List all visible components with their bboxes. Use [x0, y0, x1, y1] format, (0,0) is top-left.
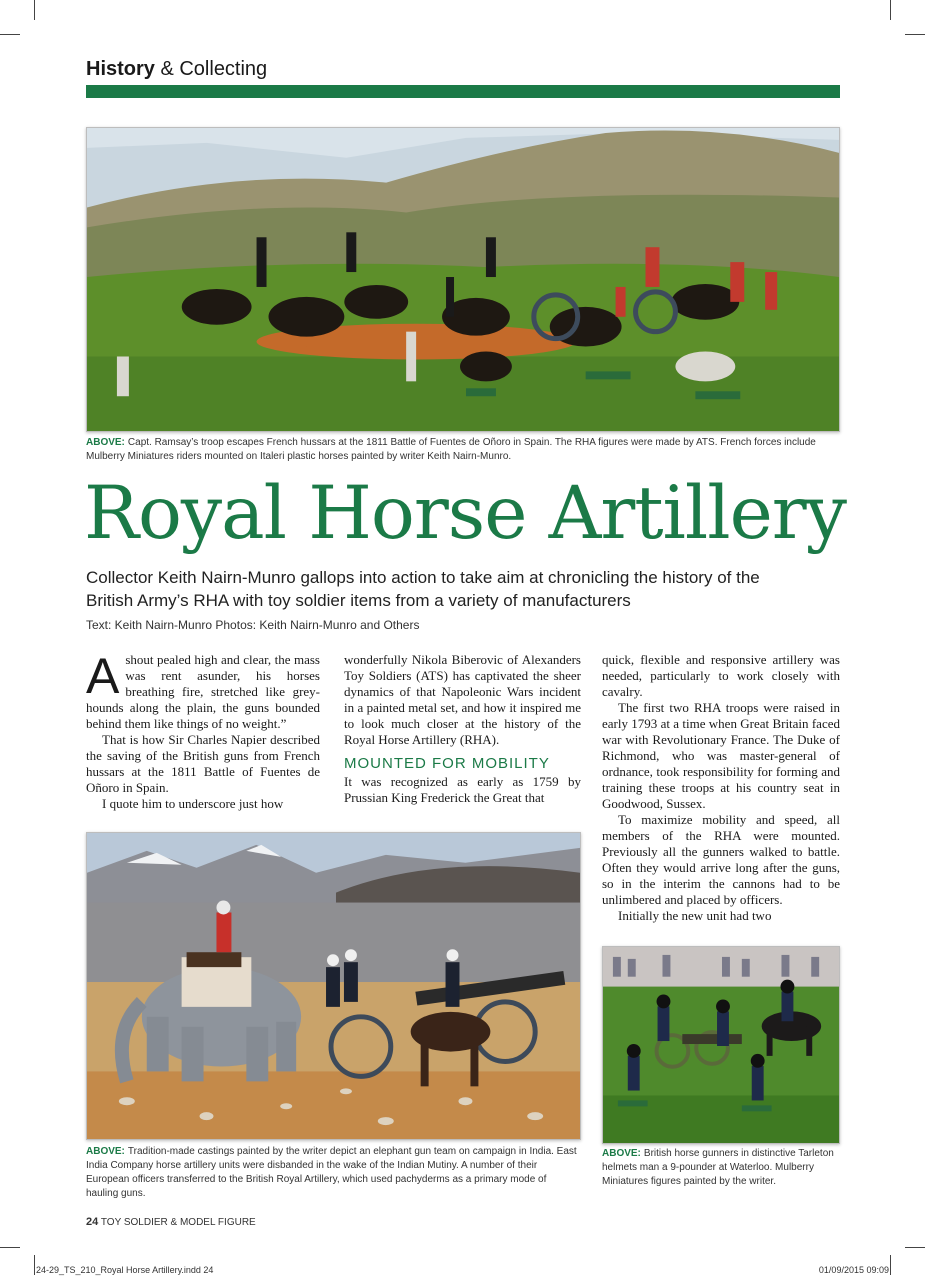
text-column-1	[86, 648, 320, 812]
article-standfirst: Collector Keith Nairn-Munro gallops into action to take aim at chronicling the history of the British Army’s RHA with toy soldier items from a variety of manufacturers	[86, 568, 760, 610]
paragraph-text: shout pealed high and clear, the mass was rent asunder, his horses breathing fire, stretched like grey-hounds along the plain, the guns bounded behind them like things of no weight.”	[86, 652, 320, 731]
paragraph: Initially the new unit had two	[618, 908, 772, 923]
elephant-scene-illustration	[87, 833, 580, 1139]
battle-scene-illustration	[87, 128, 839, 431]
text-column-3	[602, 652, 840, 924]
crop-mark	[34, 0, 35, 20]
drop-cap: A	[86, 648, 120, 704]
caption-text: Capt. Ramsay’s troop escapes French hussars at the 1811 Battle of Fuentes de Oñoro in Spain. The RHA figures were made by ATS. French forces include Mulberry Miniatures riders mounted on Italeri plastic horses painted by writer Keith Nairn-Munro.	[86, 437, 816, 462]
article-title: Royal Horse Artillery	[84, 471, 846, 556]
caption-lead: ABOVE:	[86, 437, 125, 448]
text-column-2	[344, 652, 581, 806]
indd-slug-left: 24-29_TS_210_Royal Horse Artillery.indd 24	[36, 1265, 214, 1275]
caption-text: Tradition-made castings painted by the writer depict an elephant gun team on campaign in India. East India Company horse artillery units were disbanded in the wake of the Indian Mutiny. A number of their European officers transferred to the British Royal Artillery, which used pachyderms as a primary mode of hauling guns.	[86, 1146, 577, 1199]
elephant-photo	[86, 832, 581, 1140]
paragraph: That is how Sir Charles Napier described the saving of the British guns from French hussars at the 1811 Battle of Fuentes de Oñoro in Spain.	[86, 732, 320, 795]
crop-mark	[890, 0, 891, 20]
section-header	[86, 58, 267, 81]
paragraph: It was recognized as early as 1759 by Prussian King Frederick the Great that	[344, 774, 581, 805]
page-folio	[86, 1216, 256, 1228]
section-header-rest: & Collecting	[154, 58, 268, 80]
crop-mark	[0, 34, 20, 35]
indd-slug-right: 01/09/2015 09:09	[818, 1265, 889, 1275]
gunners-scene-illustration	[603, 947, 839, 1143]
crop-mark	[905, 34, 925, 35]
crop-mark	[905, 1247, 925, 1248]
section-header-bold: History	[86, 58, 155, 80]
gunners-photo	[602, 946, 840, 1144]
caption-text: British horse gunners in distinctive Tarleton helmets man a 9-pounder at Waterloo. Mulberry Miniatures figures painted by the writer.	[602, 1148, 834, 1187]
paragraph	[86, 648, 320, 732]
battle-photo	[86, 127, 840, 432]
paragraph: The first two RHA troops were raised in early 1793 at a time when Great Britain faced war with Revolutionary France. The Duke of Richmond, who was master-general of ordnance, took responsibility for forming and training these troops at his country seat in Goodwood, Sussex.	[602, 700, 840, 811]
battle-photo-caption	[86, 436, 826, 464]
crop-mark	[890, 1255, 891, 1275]
elephant-photo-caption	[86, 1145, 581, 1201]
header-rule	[86, 85, 840, 98]
paragraph: quick, flexible and responsive artillery was needed, particularly to work closely with cavalry.	[602, 652, 840, 699]
caption-lead: ABOVE:	[602, 1148, 641, 1159]
paragraph: To maximize mobility and speed, all members of the RHA were mounted. Previously all the gunners walked to battle. Often they would arrive long after the guns, so in the interim the cannons had to be unlimbered and placed by officers.	[602, 812, 840, 907]
caption-lead: ABOVE:	[86, 1146, 125, 1157]
subhead: MOUNTED FOR MOBILITY	[344, 755, 550, 772]
paragraph: wonderfully Nikola Biberovic of Alexanders Toy Soldiers (ATS) has captivated the sheer dynamics of that Napoleonic Wars incident in a painted metal set, and how it inspired me to look much closer at the history of the Royal Horse Artillery (RHA).	[344, 652, 581, 747]
gunners-photo-caption	[602, 1147, 840, 1189]
magazine-name: TOY SOLDIER & MODEL FIGURE	[100, 1217, 256, 1228]
page-number: 24	[86, 1216, 99, 1228]
crop-mark	[34, 1255, 35, 1275]
crop-mark	[0, 1247, 20, 1248]
paragraph: I quote him to underscore just how	[102, 796, 284, 811]
article-credits: Text: Keith Nairn-Munro Photos: Keith Nairn-Munro and Others	[86, 618, 420, 632]
